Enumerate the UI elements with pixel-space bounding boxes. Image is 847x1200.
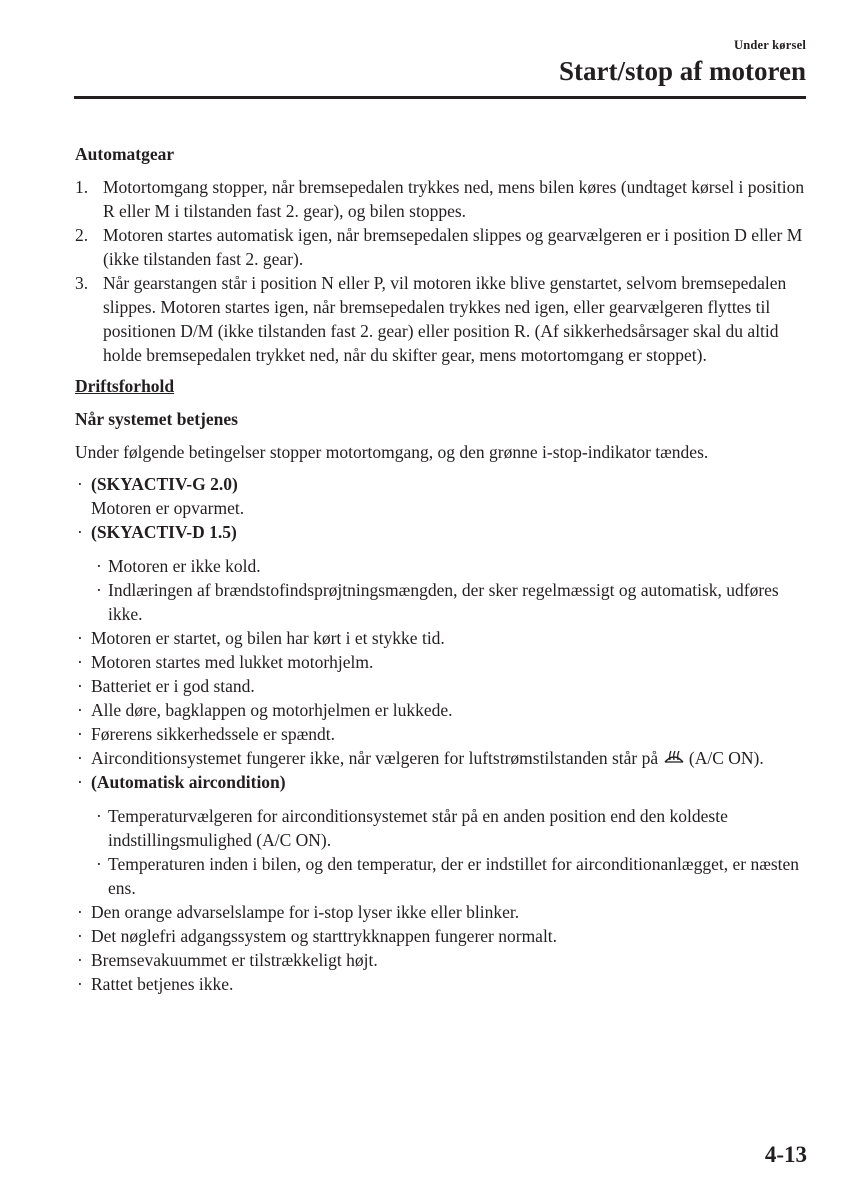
bullet-text: Førerens sikkerhedssele er spændt. [91,724,335,744]
bullet-item [75,520,810,544]
skyactiv-g-label: (SKYACTIV-G 2.0) [91,474,238,494]
bullet-dot: · [77,974,83,994]
list-number: 3. [75,273,89,293]
conditions-intro: Under følgende betingelser stopper motortomgang, og den grønne i-stop-indikator tændes. [75,442,709,462]
list-item [75,223,810,271]
page-number: 4-13 [764,1142,807,1167]
automatgear-list [75,175,810,367]
bullet-text: Det nøglefri adgangssystem og starttrykknappen fungerer normalt. [91,926,558,946]
sub-bullet-text: Motoren er ikke kold. [108,556,261,576]
bullet-dot: · [77,628,83,648]
bullet-dot: · [96,580,102,600]
page-content [75,142,810,996]
sub-bullet-item [75,578,810,626]
list-number: 1. [75,177,89,197]
bullet-item [75,650,810,674]
sub-bullet-text: Indlæringen af brændstofindsprøjtningsmængden, der sker regelmæssigt og automatisk, udføres ikke. [108,580,779,624]
bullet-item [75,972,810,996]
sub-bullet-item [75,852,810,900]
page-title: Start/stop af motoren [559,56,806,86]
bullet-item [75,674,810,698]
bullet-dot: · [77,522,83,542]
bullet-text: (A/C ON). [688,748,764,768]
bullet-dot: · [77,676,83,696]
skyactiv-g-condition: Motoren er opvarmet. [91,498,245,518]
sub-bullet-item [75,554,810,578]
bullet-dot: · [77,902,83,922]
skyactiv-d-label: (SKYACTIV-D 1.5) [91,522,237,542]
list-item-text: Når gearstangen står i position N eller P, vil motoren ikke blive genstartet, selvom bremsepedalen slippes. Motoren startes igen, når bremsepedalen trykkes ned igen, eller gearvælgeren flyttes til positionen D/M (ikke tilstanden fast 2. gear) eller position R. (Af sikkerhedsårsager skal du altid holde bremsepedalen trykket ned, når du skifter gear, mens motortomgang er stoppet). [103,273,787,365]
bullet-item [75,924,810,948]
bullet-text: Airconditionsystemet fungerer ikke, når vælgeren for luftstrømstilstanden står på [91,748,659,768]
bullet-item [75,472,810,496]
sub-bullet-text: Temperaturvælgeren for airconditionsystemet står på en anden position end den koldeste indstillingsmulighed (A/C ON). [108,806,728,850]
bullet-item [75,948,810,972]
system-operates-heading: Når systemet betjenes [75,409,238,429]
list-item [75,271,810,367]
header-divider [74,96,806,99]
list-number: 2. [75,225,89,245]
bullet-item [75,626,810,650]
bullet-text: Batteriet er i god stand. [91,676,255,696]
bullet-dot: · [77,748,83,768]
bullet-dot: · [77,724,83,744]
auto-aircon-label: (Automatisk aircondition) [91,772,286,792]
bullet-text: Motoren er startet, og bilen har kørt i et stykke tid. [91,628,445,648]
bullet-text: Den orange advarselslampe for i-stop lyser ikke eller blinker. [91,902,520,922]
driftsforhold-heading: Driftsforhold [75,376,175,396]
bullet-dot: · [77,926,83,946]
list-item-text: Motortomgang stopper, når bremsepedalen trykkes ned, mens bilen køres (undtaget kørsel i position R eller M i tilstanden fast 2. gear), og bilen stoppes. [103,177,805,221]
list-item [75,175,810,223]
bullet-dot: · [77,700,83,720]
bullet-dot: · [77,474,83,494]
automatgear-heading: Automatgear [75,144,175,164]
list-item-text: Motoren startes automatisk igen, når bremsepedalen slippes og gearvælgeren er i position D eller M (ikke tilstanden fast 2. gear). [103,225,803,269]
bullet-item [75,900,810,924]
bullet-text: Motoren startes med lukket motorhjelm. [91,652,374,672]
bullet-text: Alle døre, bagklappen og motorhjelmen er lukkede. [91,700,453,720]
bullet-dot: · [96,854,102,874]
bullet-item [75,746,810,770]
sub-bullet-item [75,804,810,852]
bullet-item [75,722,810,746]
bullet-item [75,770,810,794]
bullet-text: Rattet betjenes ikke. [91,974,234,994]
bullet-item [75,698,810,722]
bullet-text: Bremsevakuummet er tilstrækkeligt højt. [91,950,378,970]
bullet-dot: · [96,806,102,826]
bullet-dot: · [77,772,83,792]
bullet-dot: · [77,652,83,672]
sub-bullet-text: Temperaturen inden i bilen, og den temperatur, der er indstillet for airconditionanlægget, er næsten ens. [108,854,800,898]
bullet-dot: · [96,556,102,576]
windshield-defrost-icon [663,748,685,764]
bullet-dot: · [77,950,83,970]
section-label: Under kørsel [734,38,806,52]
